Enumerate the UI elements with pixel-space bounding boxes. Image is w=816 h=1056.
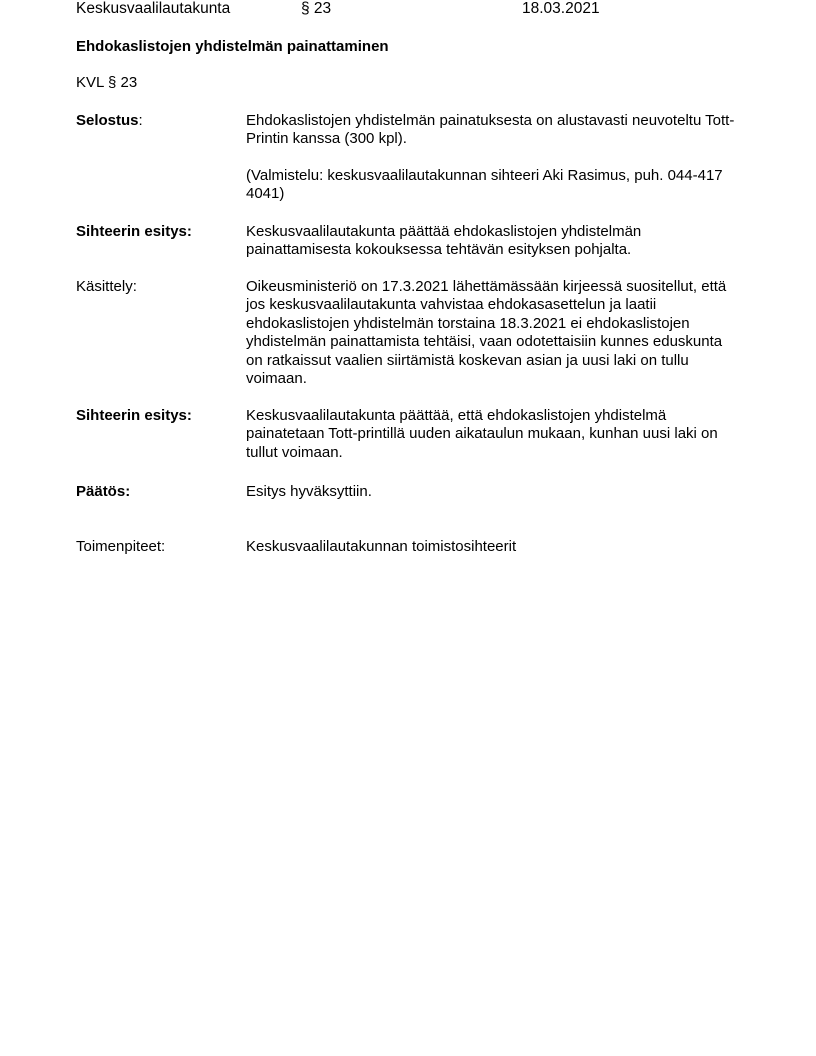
entry-label-text: Selostus xyxy=(76,112,139,129)
entry-body xyxy=(246,538,741,556)
entry-body xyxy=(246,407,741,462)
entry-paragraph: Oikeusministeriö on 17.3.2021 lähettämässään kirjeessä suositellut, että jos keskusvaalilautakunta vahvistaa ehdokasasettelun ja laatii ehdokaslistojen yhdistelmän torstaina 18.3.2021 ei ehdokaslistojen yhdistelmän painattamista tehtäisi, vaan odotettaisiin kunnes eduskunta on ratkaissut vaalien siirtämistä koskevan asian ja uusi laki on tullu voimaan. xyxy=(246,278,727,388)
entry-paragraph: Ehdokaslistojen yhdistelmän painatuksesta on alustavasti neuvoteltu Tott-Printin kanssa (300 kpl). xyxy=(246,112,735,148)
entry-label: Sihteerin esitys: xyxy=(76,407,192,424)
document-reference: KVL § 23 xyxy=(76,74,138,91)
entry-paragraph: Keskusvaalilautakunta päättää ehdokaslistojen yhdistelmän painattamisesta kokouksessa tehtävän esityksen pohjalta. xyxy=(246,223,642,259)
entry-label: Käsittely: xyxy=(76,278,137,295)
entry-label: Päätös: xyxy=(76,483,131,500)
entry-label xyxy=(76,112,236,130)
entry-paragraph: Keskusvaalilautakunta päättää, että ehdokaslistojen yhdistelmä painatetaan Tott-printillä uuden aikataulun mukaan, kunhan uusi laki on tullut voimaan. xyxy=(246,407,718,461)
header-section-number: § 23 xyxy=(301,0,332,17)
entry-label: Toimenpiteet: xyxy=(76,538,166,555)
entry-paragraph: Keskusvaalilautakunnan toimistosihteerit xyxy=(246,538,517,555)
entry-label: Sihteerin esitys: xyxy=(76,223,192,240)
entry-body xyxy=(246,483,741,501)
entry-paragraph: (Valmistelu: keskusvaalilautakunnan sihteeri Aki Rasimus, puh. 044-417 4041) xyxy=(246,166,723,203)
entry-label-suffix: : xyxy=(138,112,143,129)
header-date: 18.03.2021 xyxy=(522,0,600,17)
entry-body xyxy=(246,112,741,204)
document-title: Ehdokaslistojen yhdistelmän painattaminen xyxy=(76,38,389,55)
entry-body xyxy=(246,278,741,388)
entry-body xyxy=(246,223,741,260)
entry-paragraph: Esitys hyväksyttiin. xyxy=(246,483,372,500)
page-header xyxy=(76,0,756,20)
header-committee: Keskusvaalilautakunta xyxy=(76,0,231,17)
